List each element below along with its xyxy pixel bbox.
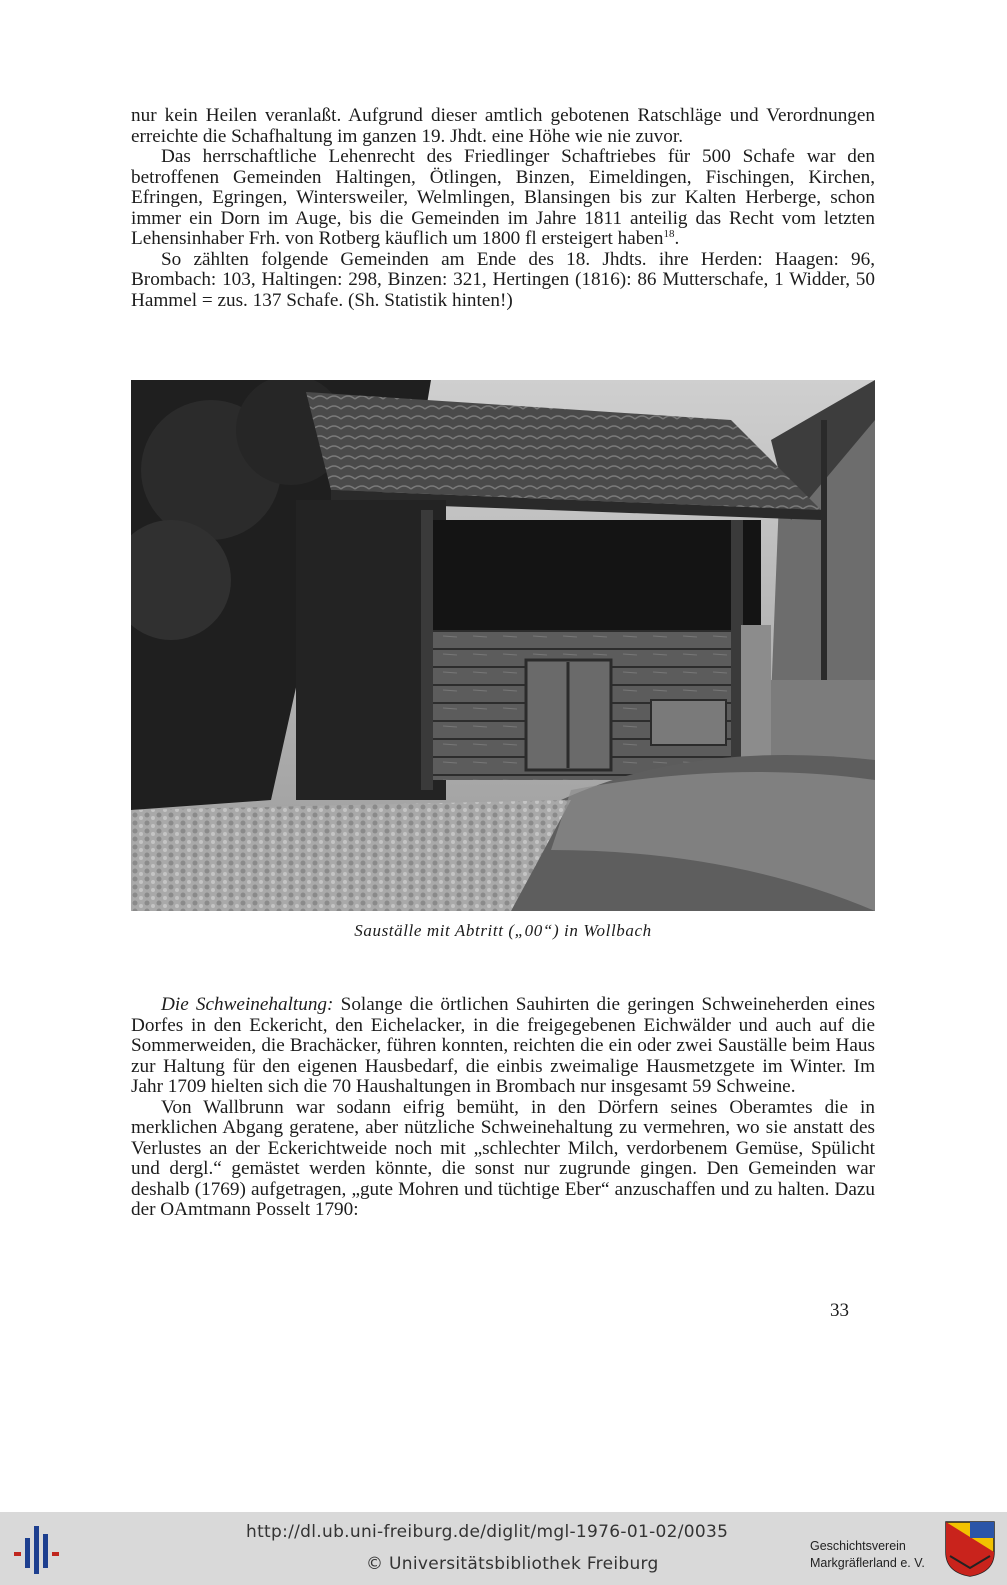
paragraph-sheep-regulations: nur kein Heilen veranlaßt. Aufgrund dieser amtlich gebotenen Ratschläge und Verordnungen erreichte die Schafhaltung im ganzen 19. Jhdt. eine Höhe wie nie zuvor. [131, 105, 875, 147]
paragraph-herd-counts: So zählten folgende Gemeinden am Ende des 18. Jhdts. ihre Herden: Haagen: 96, Brombach: 103, Haltingen: 298, Binzen: 321, Hertingen (1816): 86 Mutterschafe, 1 Widder, 50 Hammel = zus. 137 Schafe. (Sh. Statistik hinten!) [131, 248, 875, 311]
photo-caption: Sauställe mit Abtritt („00“) in Wollbach [354, 921, 652, 940]
text-block-bottom [131, 995, 875, 1221]
footer-url-link[interactable]: http://dl.ub.uni-freiburg.de/diglit/mgl-1976-01-02/0035 [246, 1522, 729, 1542]
paragraph-fief-right [131, 147, 875, 250]
society-crest-icon [944, 1520, 996, 1578]
ub-freiburg-logo-icon [14, 1526, 64, 1574]
paragraph-pig-keeping-text: Solange die örtlichen Sauhirten die geringen Schweineherden eines Dorfes in den Eckericht, den Eichelacker, in die freigegebenen Eichwälder und auch auf die Sommerweiden, die Brachäcker, führen konnten, reichten die ein oder zwei Sauställe beim Haus zur Haltung für den eigenen Hausbedarf, die einbis zweimalige Hausmetzgete im Winter. Im Jahr 1709 hielten sich die 70 Haushaltungen in Brombach nur insgesamt 59 Schweine. [131, 994, 875, 1097]
footer-copyright: © Universitätsbibliothek Freiburg [366, 1554, 659, 1574]
footer-society-name [810, 1538, 940, 1572]
section-heading-pig-keeping: Die Schweinehaltung: [161, 994, 334, 1015]
paragraph-wallbrunn: Von Wallbrunn war sodann eifrig bemüht, in den Dörfern seines Oberamtes die in merklichen Abgang geratene, aber nützliche Schweinehaltung zu vermehren, wo sie anstatt des Verlustes an der Eckerichtweide noch mit „schlechter Milch, verdorbenem Gemüse, Spülicht und dergl.“ gemästet werden könnte, die sonst nur zugrunde gingen. Den Gemeinden war deshalb (1769) aufgetragen, „gute Mohren und tüchtige Eber“ anzuschaffen und zu halten. Dazu der OAmtmann Posselt 1790: [131, 1096, 875, 1220]
footnote-marker: 18 [663, 228, 675, 240]
photo-pigsty [131, 380, 875, 911]
page-number: 33 [830, 1300, 849, 1321]
text-block-top [131, 106, 875, 311]
paragraph-fief-right-text: Das herrschaftliche Lehenrecht des Friedlinger Schaftriebes für 500 Schafe war den betroffenen Gemeinden Haltingen, Ötlingen, Binzen, Eimeldingen, Fischingen, Kirchen, Efringen, Egringen, Wintersweiler, Welmlingen, Blansingen bis zur Kalten Herberge, schon immer ein Dorn im Auge, bis die Gemeinden im Jahre 1811 anteilig das Recht vom letzten Lehensinhaber Frh. von Rotberg käuflich um 1800 fl ersteigert haben [131, 146, 875, 249]
footer-bar [0, 1512, 1007, 1585]
photo-illustration [131, 380, 875, 911]
society-line-1: Geschichtsverein [810, 1539, 906, 1553]
paragraph-fief-right-end: . [674, 228, 680, 249]
paragraph-pig-keeping [131, 995, 875, 1098]
society-line-2: Markgräflerland e. V. [810, 1556, 925, 1570]
